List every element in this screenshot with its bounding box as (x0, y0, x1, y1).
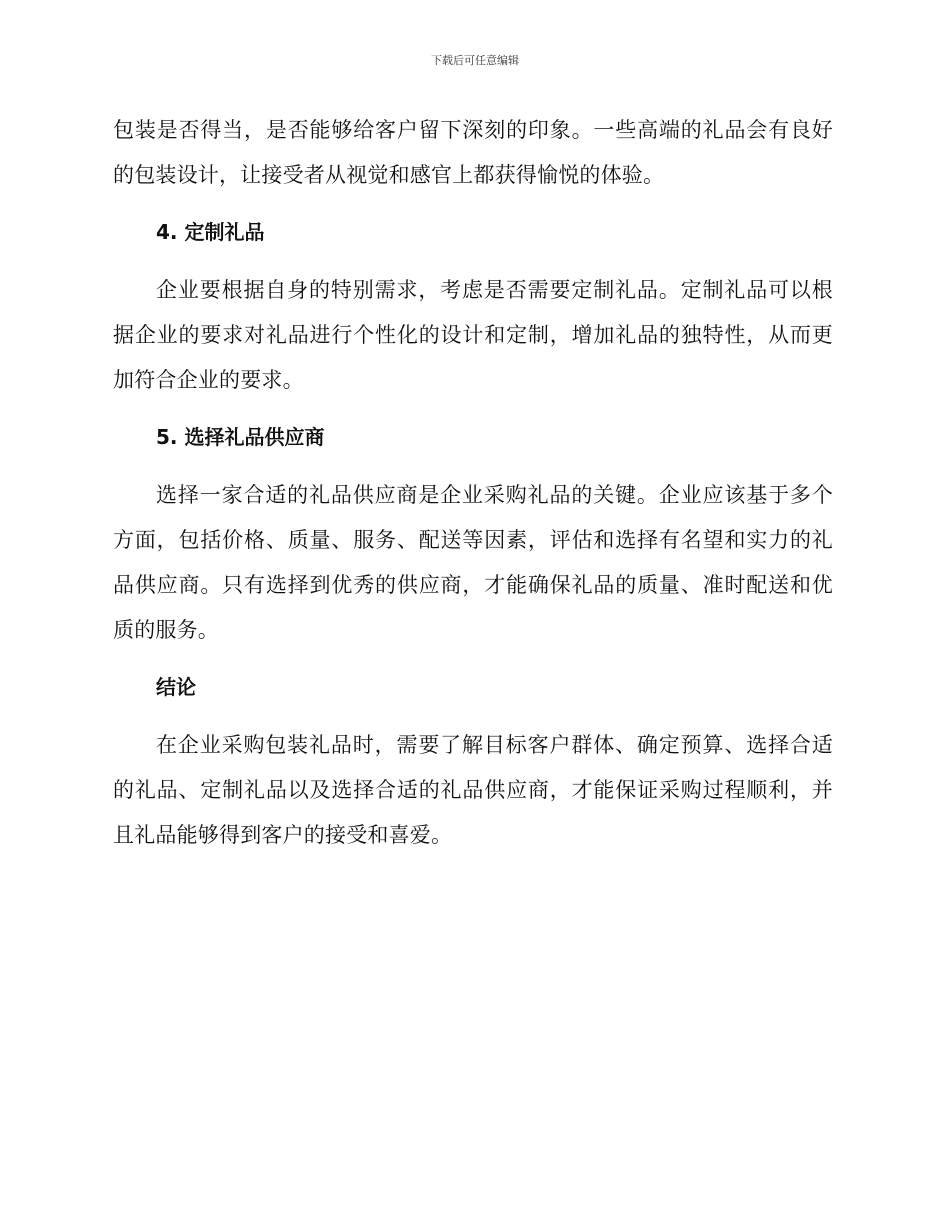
page-header-note: 下载后可任意编辑 (431, 54, 519, 67)
spacer (113, 403, 833, 415)
section-5-heading: 5. 选择礼品供应商 (156, 425, 325, 449)
section-5-paragraph: 选择一家合适的礼品供应商是企业采购礼品的关键。企业应该基于多个方面，包括价格、质量、服务、配送等因素，评估和选择有名望和实力的礼品供应商。只有选择到优秀的供应商，才能确保礼品的质量、准时配送和优质的服务。 (113, 483, 833, 642)
conclusion-paragraph: 在企业采购包装礼品时，需要了解目标客户群体、确定预算、选择合适的礼品、定制礼品以及选择合适的礼品供应商，才能保证采购过程顺利，并且礼品能够得到客户的接受和喜爱。 (113, 733, 833, 847)
spacer (113, 255, 833, 268)
section-4-paragraph: 企业要根据自身的特别需求，考虑是否需要定制礼品。定制礼品可以根据企业的要求对礼品进行个性化的设计和定制，增加礼品的独特性，从而更加符合企业的要求。 (113, 278, 833, 392)
section-4-heading: 4. 定制礼品 (156, 220, 265, 244)
conclusion-heading: 结论 (156, 675, 196, 699)
document-body (113, 108, 833, 858)
spacer (113, 653, 833, 665)
intro-paragraph: 包装是否得当，是否能够给客户留下深刻的印象。一些高端的礼品会有良好的包装设计，让接受者从视觉和感官上都获得愉悦的体验。 (113, 118, 833, 187)
spacer (113, 198, 833, 210)
spacer (113, 460, 833, 473)
spacer (113, 710, 833, 723)
